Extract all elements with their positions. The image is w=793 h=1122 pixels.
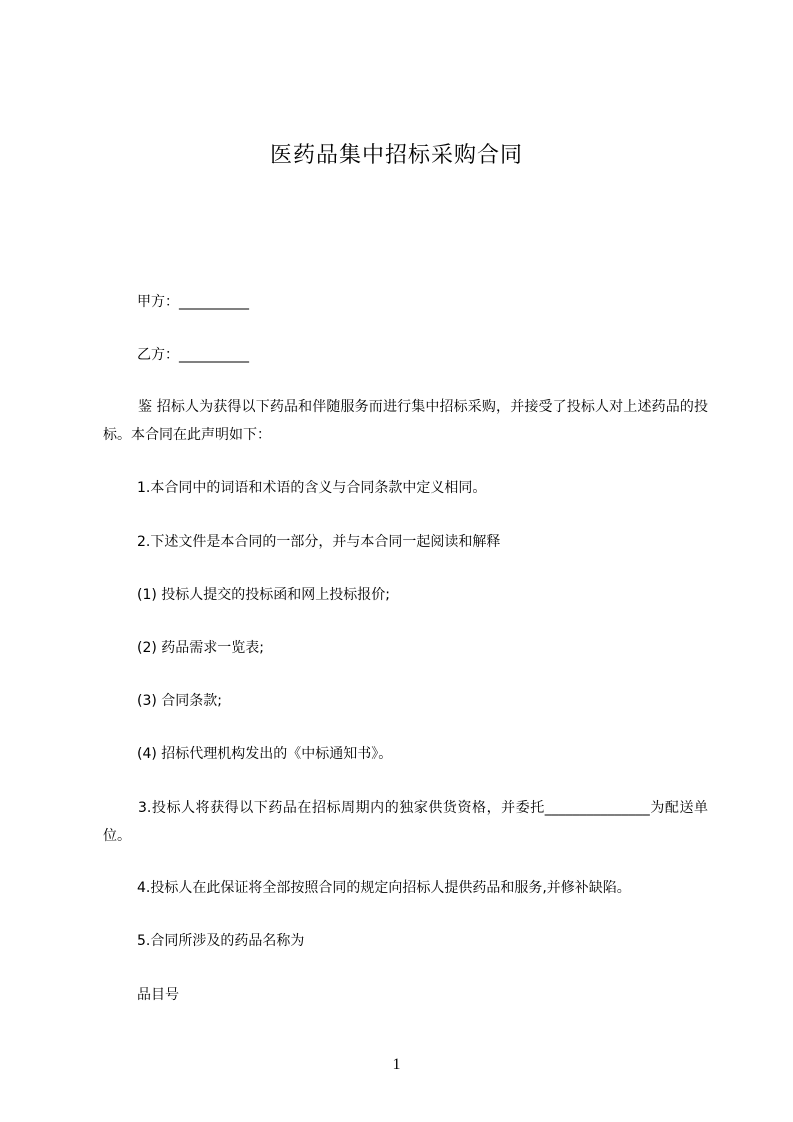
clause-2-item-3: (3) 合同条款; [137,693,222,709]
clause-2-item-2: (2) 药品需求一览表; [137,640,264,656]
party-b-line: 乙方：__________ [137,347,249,363]
page-number: 1 [392,1056,401,1073]
clause-2-item-1: (1) 投标人提交的投标函和网上投标报价; [137,587,390,603]
clause-2: 2.下述文件是本合同的一部分，并与本合同一起阅读和解释 [137,534,501,550]
clause-1: 1.本合同中的词语和术语的含义与合同条款中定义相同。 [137,480,487,496]
clause-3: 3.投标人将获得以下药品在招标周期内的独家供货资格，并委托_______________为配送单位。 [103,800,708,844]
item-number-label: 品目号 [137,987,179,1003]
clause-5: 5.合同所涉及的药品名称为 [137,933,305,949]
clause-2-item-4: (4) 招标代理机构发出的《中标通知书》。 [137,746,393,762]
clause-4: 4.投标人在此保证将全部按照合同的规定向招标人提供药品和服务,并修补缺陷。 [137,880,631,896]
party-a-line: 甲方：__________ [137,294,249,310]
document-title: 医药品集中招标采购合同 [269,143,523,168]
preamble-paragraph: 鉴 招标人为获得以下药品和伴随服务而进行集中招标采购，并接受了投标人对上述药品的投标。本合同在此声明如下： [103,399,708,443]
